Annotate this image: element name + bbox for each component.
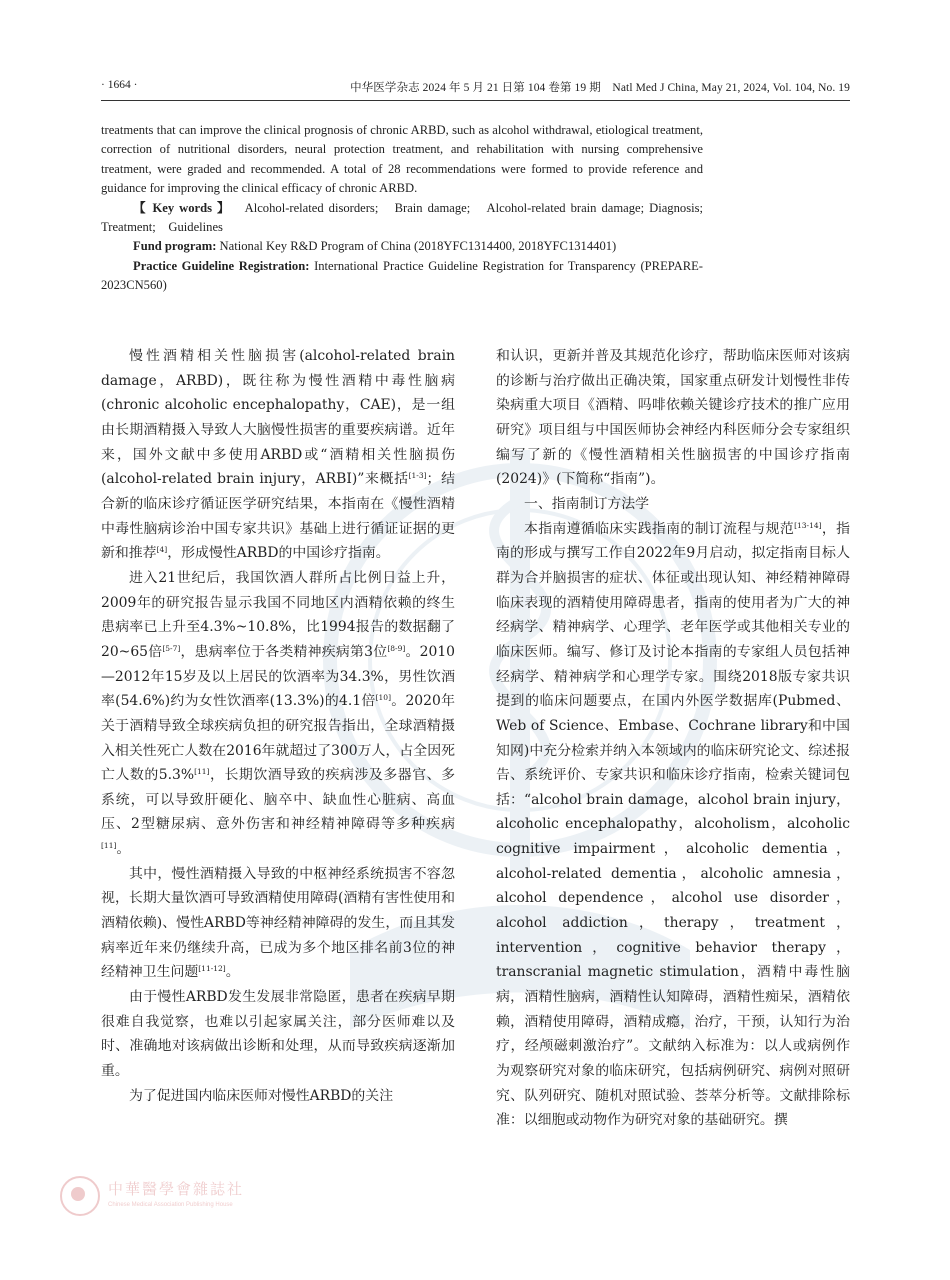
fund-text: National Key R&D Program of China (2018YFC1314400, 2018YFC1314401) bbox=[219, 239, 617, 254]
text-span: 。 bbox=[225, 964, 240, 981]
journal-citation: 中华医学杂志 2024 年 5 月 21 日第 104 卷第 19 期 Natl Med J China, May 21, 2024, Vol. 104, No. 19 bbox=[350, 82, 850, 94]
publisher-logo bbox=[60, 1176, 260, 1218]
text-span: ，长期饮酒导致的疾病涉及多器官、多系统，可以导致肝硬化、脑卒中、缺血性心脏病、高血压、2型糖尿病、意外伤害和神经精神障碍等多种疾病 bbox=[101, 767, 455, 833]
citation-ref[interactable]: [10] bbox=[375, 693, 392, 703]
paragraph-cns-damage bbox=[101, 862, 455, 985]
text-span: 其中，慢性酒精摄入导致的中枢神经系统损害不容忽视，长期大量饮酒可导致酒精使用障碍(酒精有害性使用和酒精依赖)、慢性ARBD等神经精神障碍的发生，而且其发病率近年来仍继续升高，已成为多个地区排名前3位的神经精神卫生问题 bbox=[101, 865, 455, 981]
keywords-label: 【 Key words 】 bbox=[133, 200, 226, 215]
citation-ref[interactable]: [1-3] bbox=[408, 471, 427, 481]
citation-ref[interactable]: [13-14] bbox=[794, 520, 822, 530]
citation-ref[interactable]: [11] bbox=[101, 841, 117, 851]
body-column-left bbox=[101, 344, 455, 1108]
fund-label: Fund program: bbox=[133, 239, 217, 254]
running-header bbox=[101, 78, 850, 101]
registration-line bbox=[101, 257, 703, 296]
page-number: · 1664 · bbox=[101, 79, 138, 91]
paragraph-methodology bbox=[496, 517, 850, 1133]
text-span: ，患病率位于各类精神疾病第3位 bbox=[180, 643, 388, 660]
citation-ref[interactable]: [11] bbox=[194, 767, 210, 777]
body-column-right bbox=[496, 344, 850, 1133]
registration-label: Practice Guideline Registration: bbox=[133, 258, 310, 273]
text-span: 慢性酒精相关性脑损害(alcohol-related brain damage，ARBD)，既往称为慢性酒精中毒性脑病(chronic alcoholic encephalopathy，CAE)，是一组由长期酒精摄入导致人大脑慢性损害的重要疾病谱。近年来，国外文献中多使用ARBD或“酒精相关性脑损伤(alcohol-related brain injury，ARBI)”来概括 bbox=[101, 348, 455, 488]
section-heading-methodology: 一、指南制订方法学 bbox=[524, 495, 650, 512]
citation-ref[interactable]: [5-7] bbox=[162, 643, 181, 653]
text-span: ；结合新的临床诊疗循证医学研究结果，本指南在《慢性酒精中毒性脑病诊治中国专家共识》基础上进行循证证据的更新和推荐 bbox=[101, 471, 455, 562]
citation-ref[interactable]: [11-12] bbox=[198, 964, 226, 974]
text-span: ，指南的形成与撰写工作自2022年9月启动，拟定指南目标人群为合并脑损害的症状、体征或出现认知、神经精神障碍临床表现的酒精使用障碍患者，指南的使用者为广大的神经病学、精神病学、心理学、老年医学或其他相关专业的临床医师。编写、修订及讨论本指南的专家组人员包括神经病学、精神病学和心理学专家。围绕2018版专家共识提到的临床问题要点，在国内外医学数据库(Pubmed、Web of Science、Embase、Cochrane library和中国知网)中充分检索并纳入本领域内的临床研究论文、综述报告、系统评价、专家共识和临床诊疗指南，检索关键词包括：“alcohol brain damage，alcohol brain injury，alcoholic encephalopathy，alcoholism，alcoholic cognitive impairment，alcoholic dementia，alcohol-related dementia，alcoholic amnesia，alcohol dependence，alcohol use disorder，alcohol addiction，therapy，treatment，intervention，cognitive behavior therapy，transcranial magnetic stimulation，酒精中毒性脑病，酒精性脑病，酒精性认知障碍，酒精性痴呆，酒精依赖，酒精使用障碍，酒精成瘾，治疗，干预，认知行为治疗，经颅磁刺激治疗”。文献纳入标准为：以人或病例作为观察研究对象的临床研究，包括病例研究、病例对照研究、队列研究、随机对照试验、荟萃分析等。文献排除标准：以细胞或动物作为研究对象的基础研究。撰 bbox=[496, 520, 850, 1129]
text-span: 。2020年关于酒精导致全球疾病负担的研究报告指出，全球酒精摄入相关性死亡人数在2016年就超过了300万人，占全因死亡人数的5.3% bbox=[101, 693, 455, 784]
paragraph-intro bbox=[101, 344, 455, 566]
registration-text: International Practice Guideline Registration for Transparency (PREPARE-2023CN560) bbox=[101, 258, 703, 293]
paragraph-purpose-continued: 和认识，更新并普及其规范化诊疗，帮助临床医师对该病的诊断与治疗做出正确决策，国家重点研发计划慢性非传染病重大项目《酒精、吗啡依赖关键诊疗技术的推广应用研究》项目组与中国医师协会神经内科医师分会专家组织编写了新的《慢性酒精相关性脑损害的中国诊疗指南(2024)》(下简称“指南”)。 bbox=[496, 348, 850, 488]
english-abstract bbox=[101, 121, 716, 296]
fund-line bbox=[101, 237, 703, 256]
text-span: 。2010—2012年15岁及以上居民的饮酒率为34.3%，男性饮酒率(54.6%)约为女性饮酒率(13.3%)的4.1倍 bbox=[101, 643, 455, 710]
publisher-name-en: Chinese Medical Association Publishing House bbox=[108, 1202, 233, 1208]
text-span: 。 bbox=[116, 841, 131, 858]
publisher-seal-icon bbox=[60, 1176, 100, 1216]
text-span: 进入21世纪后，我国饮酒人群所占比例日益上升，2009年的研究报告显示我国不同地区内酒精依赖的终生患病率已上升至4.3%~10.8%，比1994报告的数据翻了20~65倍 bbox=[101, 569, 455, 660]
citation-ref[interactable]: [4] bbox=[156, 545, 168, 555]
text-span: ，形成慢性ARBD的中国诊疗指南。 bbox=[167, 545, 390, 562]
paragraph-purpose: 为了促进国内临床医师对慢性ARBD的关注 bbox=[129, 1087, 394, 1104]
keywords-text: Alcohol-related disorders; Brain damage; Alcohol-related brain damage; Diagnosis; Treatment; Guidelines bbox=[101, 200, 716, 235]
paragraph-insidious: 由于慢性ARBD发生发展非常隐匿，患者在疾病早期很难自我觉察，也难以引起家属关注，部分医师难以及时、准确地对该病做出诊断和处理，从而导致疾病逐渐加重。 bbox=[101, 989, 455, 1080]
abstract-continuation: treatments that can improve the clinical prognosis of chronic ARBD, such as alcohol withdrawal, etiological treatment, correction of nutritional disorders, neural protection treatment, and rehabilitation with nursing comprehensive treatment, were graded and recommended. A total of 28 recommendations were formed to provide reference and guidance for improving the clinical efficacy of chronic ARBD. bbox=[101, 123, 703, 196]
citation-ref[interactable]: [8-9] bbox=[387, 643, 406, 653]
publisher-name-cn: 中華醫學會雜誌社 bbox=[108, 1180, 245, 1198]
keywords-line bbox=[101, 199, 716, 238]
paragraph-epidemiology bbox=[101, 566, 455, 862]
text-span: 本指南遵循临床实践指南的制订流程与规范 bbox=[524, 520, 795, 537]
